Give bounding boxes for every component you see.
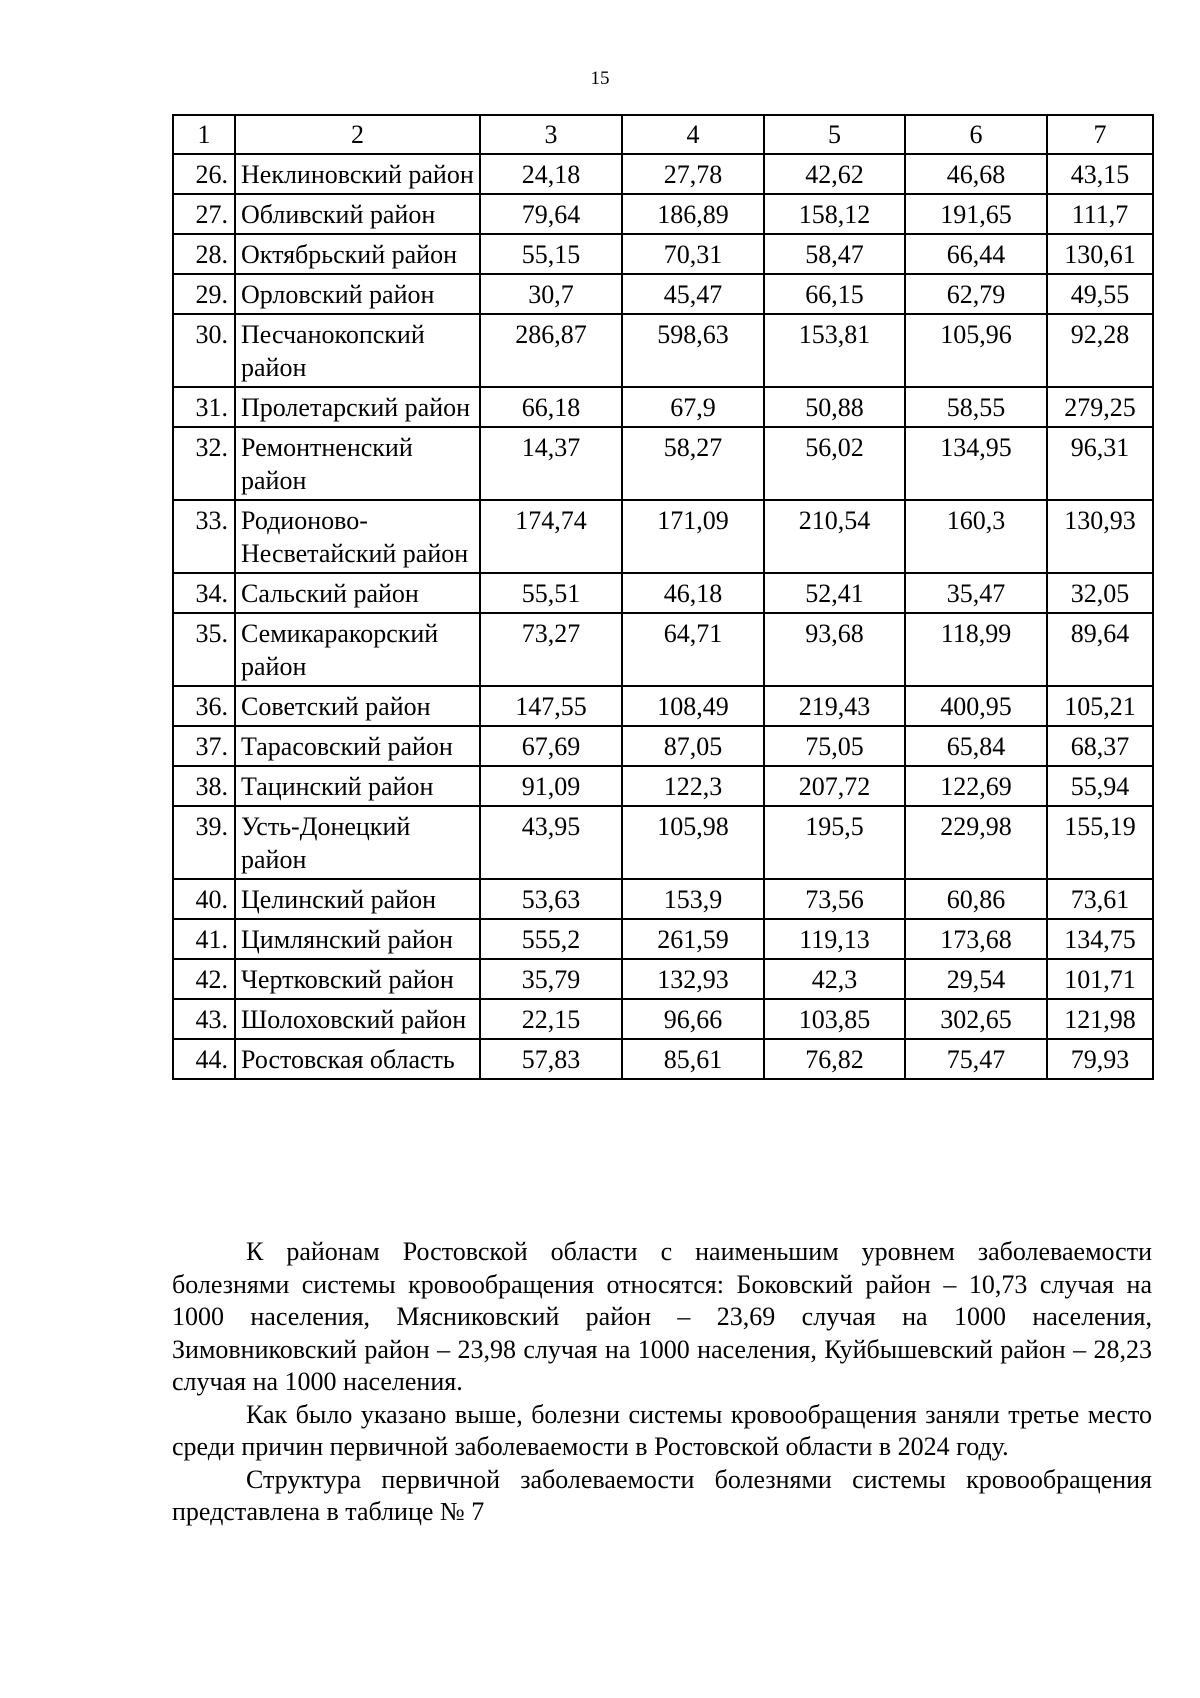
value-cell: 68,37 (1047, 726, 1153, 766)
value-cell: 103,85 (764, 999, 905, 1039)
table-row (173, 726, 1153, 766)
paragraph: Как было указано выше, болезни системы кровообращения заняли третье место среди причин первичной заболеваемости в Ростовской области в 2024 году. (172, 1399, 1152, 1461)
row-number: 33. (173, 500, 235, 573)
district-name: Родионово-Несветайский район (235, 500, 480, 573)
district-name: Усть-Донецкий район (235, 806, 480, 879)
value-cell: 130,61 (1047, 234, 1153, 274)
value-cell: 286,87 (480, 314, 622, 387)
column-header: 6 (905, 115, 1047, 154)
value-cell: 96,31 (1047, 427, 1153, 500)
value-cell: 46,68 (905, 154, 1047, 194)
table-row (173, 766, 1153, 806)
value-cell: 108,49 (622, 686, 764, 726)
value-cell: 174,74 (480, 500, 622, 573)
page-number: 15 (590, 68, 610, 89)
column-header: 2 (235, 115, 480, 154)
district-name: Обливский район (235, 194, 480, 234)
value-cell: 119,13 (764, 919, 905, 959)
value-cell: 155,19 (1047, 806, 1153, 879)
row-number: 27. (173, 194, 235, 234)
value-cell: 64,71 (622, 613, 764, 686)
morbidity-table (172, 114, 1154, 1080)
value-cell: 93,68 (764, 613, 905, 686)
value-cell: 76,82 (764, 1039, 905, 1079)
value-cell: 555,2 (480, 919, 622, 959)
value-cell: 598,63 (622, 314, 764, 387)
value-cell: 55,15 (480, 234, 622, 274)
value-cell: 87,05 (622, 726, 764, 766)
value-cell: 75,05 (764, 726, 905, 766)
value-cell: 261,59 (622, 919, 764, 959)
value-cell: 153,9 (622, 879, 764, 919)
value-cell: 62,79 (905, 274, 1047, 314)
value-cell: 35,79 (480, 959, 622, 999)
value-cell: 73,27 (480, 613, 622, 686)
value-cell: 132,93 (622, 959, 764, 999)
value-cell: 58,47 (764, 234, 905, 274)
table-row (173, 387, 1153, 427)
value-cell: 46,18 (622, 573, 764, 613)
value-cell: 92,28 (1047, 314, 1153, 387)
value-cell: 58,55 (905, 387, 1047, 427)
value-cell: 130,93 (1047, 500, 1153, 573)
table-row (173, 806, 1153, 879)
value-cell: 160,3 (905, 500, 1047, 573)
value-cell: 30,7 (480, 274, 622, 314)
row-number: 35. (173, 613, 235, 686)
value-cell: 186,89 (622, 194, 764, 234)
column-header: 1 (173, 115, 235, 154)
value-cell: 27,78 (622, 154, 764, 194)
value-cell: 42,62 (764, 154, 905, 194)
row-number: 29. (173, 274, 235, 314)
value-cell: 32,05 (1047, 573, 1153, 613)
table-row (173, 234, 1153, 274)
row-number: 37. (173, 726, 235, 766)
row-number: 32. (173, 427, 235, 500)
table-row (173, 919, 1153, 959)
table-row (173, 500, 1153, 573)
value-cell: 101,71 (1047, 959, 1153, 999)
value-cell: 66,18 (480, 387, 622, 427)
value-cell: 70,31 (622, 234, 764, 274)
value-cell: 56,02 (764, 427, 905, 500)
district-name: Чертковский район (235, 959, 480, 999)
row-number: 26. (173, 154, 235, 194)
value-cell: 14,37 (480, 427, 622, 500)
table-row (173, 686, 1153, 726)
value-cell: 302,65 (905, 999, 1047, 1039)
value-cell: 105,96 (905, 314, 1047, 387)
row-number: 34. (173, 573, 235, 613)
value-cell: 85,61 (622, 1039, 764, 1079)
value-cell: 55,51 (480, 573, 622, 613)
paragraph: К районам Ростовской области с наименьшим уровнем заболеваемости болезнями системы кровообращения относятся: Боковский район – 10,73 случая на 1000 населения, Мясниковский район – 23,69 случая на 1000 населения, Зимовниковский район – 23,98 случая на 1000 населения, Куйбышевский район – 28,23 случая на 1000 населения. (172, 1237, 1152, 1396)
district-name: Ростовская область (235, 1039, 480, 1079)
value-cell: 45,47 (622, 274, 764, 314)
value-cell: 91,09 (480, 766, 622, 806)
row-number: 38. (173, 766, 235, 806)
value-cell: 105,21 (1047, 686, 1153, 726)
district-name: Цимлянский район (235, 919, 480, 959)
table-row (173, 613, 1153, 686)
value-cell: 73,56 (764, 879, 905, 919)
value-cell: 122,69 (905, 766, 1047, 806)
district-name: Семикаракорский район (235, 613, 480, 686)
value-cell: 22,15 (480, 999, 622, 1039)
district-name: Тацинский район (235, 766, 480, 806)
value-cell: 158,12 (764, 194, 905, 234)
value-cell: 58,27 (622, 427, 764, 500)
column-header: 7 (1047, 115, 1153, 154)
table-row (173, 194, 1153, 234)
row-number: 31. (173, 387, 235, 427)
value-cell: 171,09 (622, 500, 764, 573)
table-row (173, 573, 1153, 613)
table-header (173, 115, 1153, 154)
value-cell: 134,95 (905, 427, 1047, 500)
value-cell: 118,99 (905, 613, 1047, 686)
value-cell: 29,54 (905, 959, 1047, 999)
value-cell: 89,64 (1047, 613, 1153, 686)
district-name: Песчанокопский район (235, 314, 480, 387)
value-cell: 73,61 (1047, 879, 1153, 919)
value-cell: 66,15 (764, 274, 905, 314)
value-cell: 43,95 (480, 806, 622, 879)
district-name: Шолоховский район (235, 999, 480, 1039)
value-cell: 122,3 (622, 766, 764, 806)
value-cell: 49,55 (1047, 274, 1153, 314)
value-cell: 279,25 (1047, 387, 1153, 427)
value-cell: 121,98 (1047, 999, 1153, 1039)
row-number: 30. (173, 314, 235, 387)
district-name: Тарасовский район (235, 726, 480, 766)
value-cell: 229,98 (905, 806, 1047, 879)
body-text (172, 1236, 1152, 1529)
value-cell: 96,66 (622, 999, 764, 1039)
column-header: 4 (622, 115, 764, 154)
value-cell: 191,65 (905, 194, 1047, 234)
row-number: 43. (173, 999, 235, 1039)
value-cell: 219,43 (764, 686, 905, 726)
table-body (173, 154, 1153, 1079)
value-cell: 210,54 (764, 500, 905, 573)
table-row (173, 1039, 1153, 1079)
table-row (173, 154, 1153, 194)
value-cell: 147,55 (480, 686, 622, 726)
value-cell: 66,44 (905, 234, 1047, 274)
value-cell: 57,83 (480, 1039, 622, 1079)
row-number: 28. (173, 234, 235, 274)
row-number: 41. (173, 919, 235, 959)
value-cell: 79,64 (480, 194, 622, 234)
value-cell: 43,15 (1047, 154, 1153, 194)
value-cell: 67,9 (622, 387, 764, 427)
value-cell: 153,81 (764, 314, 905, 387)
table-row (173, 427, 1153, 500)
value-cell: 400,95 (905, 686, 1047, 726)
table-header-row (173, 115, 1153, 154)
table-row (173, 879, 1153, 919)
value-cell: 134,75 (1047, 919, 1153, 959)
table-row (173, 959, 1153, 999)
value-cell: 55,94 (1047, 766, 1153, 806)
table-row (173, 274, 1153, 314)
value-cell: 35,47 (905, 573, 1047, 613)
value-cell: 24,18 (480, 154, 622, 194)
value-cell: 53,63 (480, 879, 622, 919)
row-number: 44. (173, 1039, 235, 1079)
value-cell: 105,98 (622, 806, 764, 879)
district-name: Сальский район (235, 573, 480, 613)
row-number: 39. (173, 806, 235, 879)
row-number: 36. (173, 686, 235, 726)
district-name: Неклиновский район (235, 154, 480, 194)
value-cell: 75,47 (905, 1039, 1047, 1079)
value-cell: 79,93 (1047, 1039, 1153, 1079)
value-cell: 52,41 (764, 573, 905, 613)
value-cell: 67,69 (480, 726, 622, 766)
value-cell: 111,7 (1047, 194, 1153, 234)
value-cell: 195,5 (764, 806, 905, 879)
value-cell: 65,84 (905, 726, 1047, 766)
district-name: Советский район (235, 686, 480, 726)
paragraph: Структура первичной заболеваемости болезнями системы кровообращения представлена в таблице № 7 (172, 1464, 1152, 1526)
district-name: Целинский район (235, 879, 480, 919)
district-name: Ремонтненский район (235, 427, 480, 500)
value-cell: 207,72 (764, 766, 905, 806)
table-row (173, 314, 1153, 387)
district-name: Октябрьский район (235, 234, 480, 274)
value-cell: 173,68 (905, 919, 1047, 959)
value-cell: 60,86 (905, 879, 1047, 919)
district-name: Пролетарский район (235, 387, 480, 427)
row-number: 40. (173, 879, 235, 919)
value-cell: 42,3 (764, 959, 905, 999)
district-name: Орловский район (235, 274, 480, 314)
value-cell: 50,88 (764, 387, 905, 427)
column-header: 3 (480, 115, 622, 154)
column-header: 5 (764, 115, 905, 154)
table-row (173, 999, 1153, 1039)
row-number: 42. (173, 959, 235, 999)
